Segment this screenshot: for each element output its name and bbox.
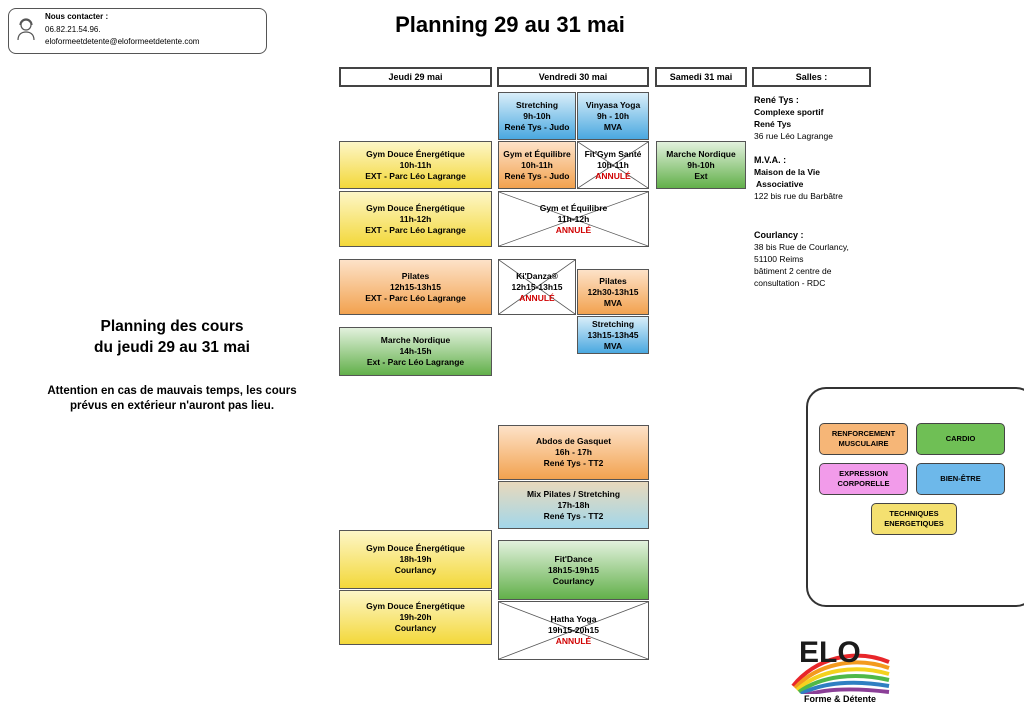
salle-rene-tys: René Tys : Complexe sportif René Tys 36 rue Léo Lagrange	[754, 95, 833, 141]
legend-renforcement: RENFORCEMENT MUSCULAIRE	[819, 423, 908, 455]
course-card[interactable]: Gym Douce Énergétique 19h-20h Courlancy	[339, 590, 492, 645]
cancelled-course-card[interactable]: Fit'Gym Santé 10h-11h ANNULÉ	[577, 141, 649, 189]
person-headset-icon	[16, 17, 36, 41]
course-card[interactable]: Gym et Équilibre 10h-11h René Tys - Judo	[498, 141, 576, 189]
header-jeudi: Jeudi 29 mai	[339, 67, 492, 87]
contact-box	[8, 8, 267, 54]
course-card[interactable]: Vinyasa Yoga 9h - 10h MVA	[577, 92, 649, 140]
course-card[interactable]: Abdos de Gasquet 16h - 17h René Tys - TT2	[498, 425, 649, 480]
course-card[interactable]: Mix Pilates / Stretching 17h-18h René Tys - TT2	[498, 481, 649, 529]
elo-logo	[785, 618, 895, 718]
cancelled-course-card[interactable]: Hatha Yoga 19h15-20h15 ANNULÉ	[498, 601, 649, 660]
elo-logo-mark	[785, 618, 895, 694]
salle-mva: M.V.A. : Maison de la Vie Associative 122 bis rue du Barbâtre	[754, 155, 843, 201]
course-card[interactable]: Gym Douce Énergétique 10h-11h EXT - Parc Léo Lagrange	[339, 141, 492, 189]
course-card[interactable]: Stretching 13h15-13h45 MVA	[577, 316, 649, 354]
category-legend	[806, 387, 1024, 607]
legend-cardio: CARDIO	[916, 423, 1005, 455]
cancelled-course-card[interactable]: Gym et Équilibre 11h-12h ANNULÉ	[498, 191, 649, 247]
salle-courlancy: Courlancy : 38 bis Rue de Courlancy, 51100 Reims bâtiment 2 centre de consultation - RDC	[754, 230, 849, 288]
contact-email[interactable]: eloformeetdetente@eloformeetdetente.com	[45, 37, 200, 46]
legend-techniques: TECHNIQUES ENERGETIQUES	[871, 503, 957, 535]
page-title: Planning 29 au 31 mai	[395, 12, 625, 37]
header-vendredi: Vendredi 30 mai	[497, 67, 649, 87]
course-card[interactable]: Marche Nordique 14h-15h Ext - Parc Léo Lagrange	[339, 327, 492, 376]
weather-warning: Attention en cas de mauvais temps, les cours prévus en extérieur n'auront pas lieu.	[47, 385, 297, 412]
cancelled-course-card[interactable]: Ki'Danza® 12h15-13h15 ANNULÉ	[498, 259, 576, 315]
legend-expression: EXPRESSION CORPORELLE	[819, 463, 908, 495]
course-card[interactable]: Pilates 12h15-13h15 EXT - Parc Léo Lagrange	[339, 259, 492, 315]
header-salles: Salles :	[752, 67, 871, 87]
course-card[interactable]: Stretching 9h-10h René Tys - Judo	[498, 92, 576, 140]
logo-tagline: Forme & Détente	[803, 694, 876, 704]
course-card[interactable]: Gym Douce Énergétique 11h-12h EXT - Parc Léo Lagrange	[339, 191, 492, 247]
legend-bien-etre: BIEN-ÊTRE	[916, 463, 1005, 495]
header-samedi: Samedi 31 mai	[655, 67, 747, 87]
contact-title: Nous contacter :	[45, 12, 109, 21]
course-card[interactable]: Pilates 12h30-13h15 MVA	[577, 269, 649, 315]
contact-phone[interactable]: 06.82.21.54.96.	[45, 25, 101, 34]
svg-text:ELO: ELO	[799, 636, 861, 669]
course-card[interactable]: Gym Douce Énergétique 18h-19h Courlancy	[339, 530, 492, 589]
planning-subtitle: Planning des cours du jeudi 29 au 31 mai	[94, 318, 250, 356]
course-card[interactable]: Marche Nordique 9h-10h Ext	[656, 141, 746, 189]
course-card[interactable]: Fit'Dance 18h15-19h15 Courlancy	[498, 540, 649, 600]
